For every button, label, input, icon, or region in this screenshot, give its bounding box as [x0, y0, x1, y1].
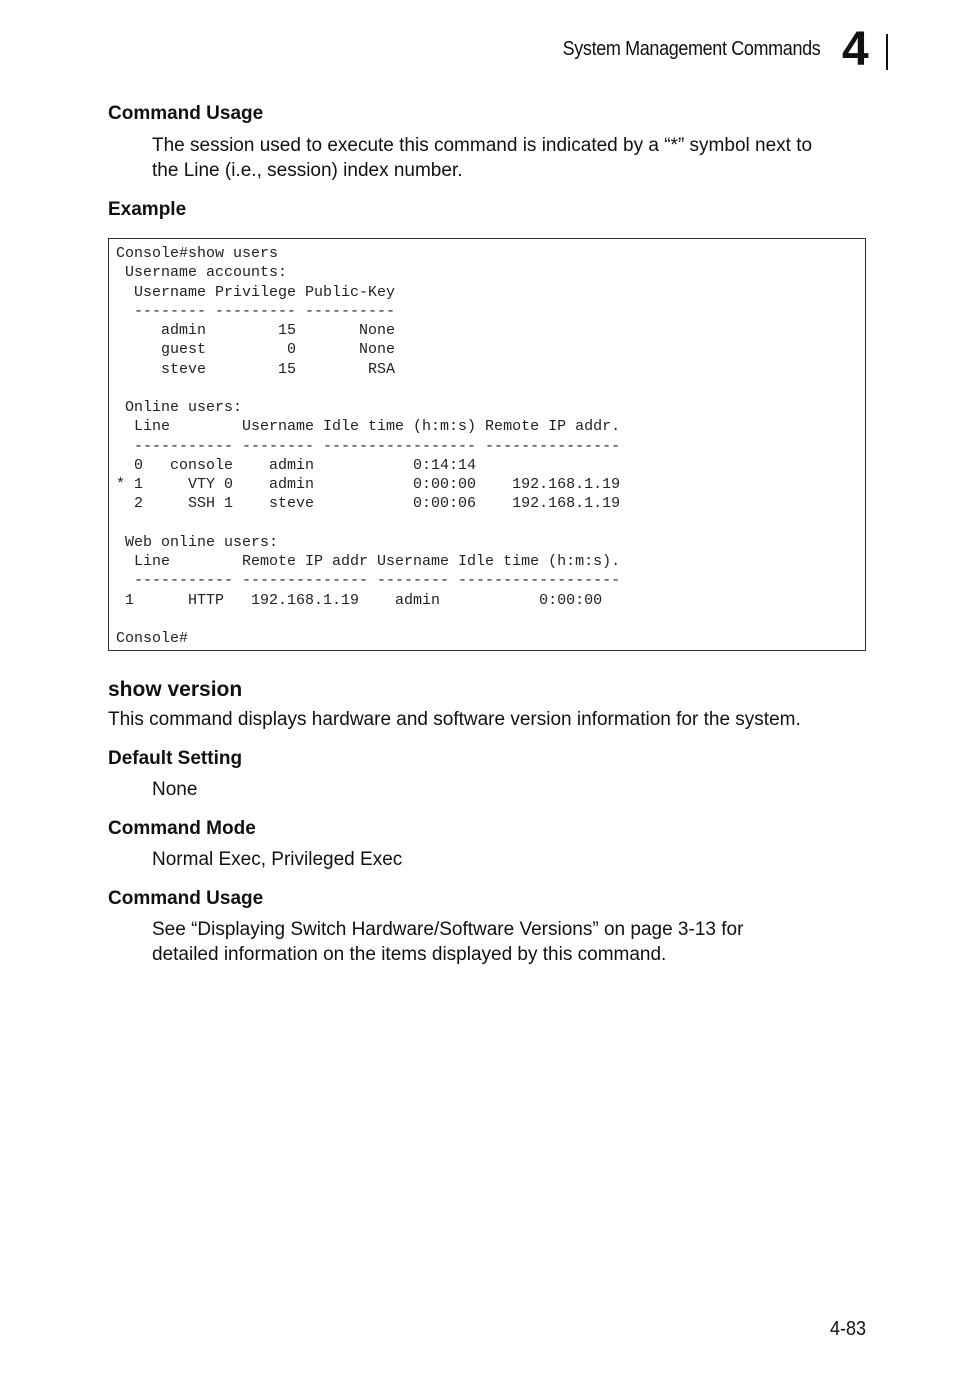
show-version-usage-line-2: detailed information on the items displayed by this command.: [152, 944, 667, 965]
show-version-heading: show version: [108, 678, 243, 701]
default-setting-heading: Default Setting: [108, 748, 243, 769]
page-number: 4-83: [829, 1318, 866, 1340]
command-usage-line-1: The session used to execute this command is indicated by a “*” symbol next to: [152, 135, 813, 156]
command-mode-heading: Command Mode: [108, 818, 256, 839]
show-version-description: This command displays hardware and software version information for the system.: [108, 709, 801, 730]
chapter-rule: [886, 34, 888, 70]
chapter-number: 4: [842, 23, 869, 76]
command-mode-value: Normal Exec, Privileged Exec: [152, 849, 403, 870]
show-version-usage-heading: Command Usage: [108, 888, 264, 909]
example-code-box: [108, 238, 866, 651]
command-usage-heading: Command Usage: [108, 103, 264, 124]
show-version-usage-text: [152, 917, 872, 967]
command-usage-text: [152, 133, 872, 183]
header-title: System Management Commands: [562, 38, 820, 60]
example-code: Console#show users Username accounts: Username Privilege Public-Key -------- --------- ---------- admin 15 None guest 0 None steve 15 RSA Online users: Line Username Idle time (h:m:s) Remote IP addr. ----------- -------- ----------------- --------------- 0 console admin 0:14:14 * 1 VTY 0 admin 0:00:00 192.168.1.19 2 SSH 1 steve 0:00:06 192.168.1.19 Web online users: Line Remote IP addr Username Idle time (h:m:s). ----------- -------------- -------- ------------------ 1 HTTP 192.168.1.19 admin 0:00:00 Console#: [116, 245, 621, 647]
show-version-usage-line-1: See “Displaying Switch Hardware/Software Versions” on page 3-13 for: [152, 919, 744, 940]
default-setting-value: None: [152, 779, 198, 800]
command-usage-line-2: the Line (i.e., session) index number.: [152, 160, 463, 181]
example-heading: Example: [108, 199, 187, 220]
